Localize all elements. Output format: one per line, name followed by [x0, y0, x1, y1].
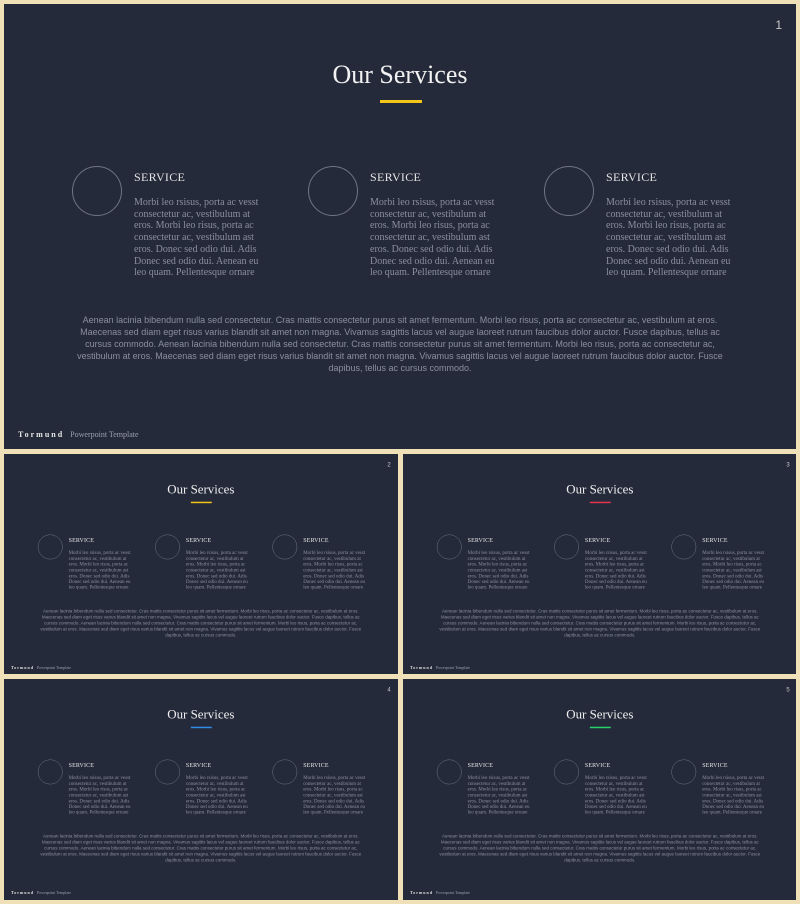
- service-cards: [38, 534, 376, 604]
- service-description: Morbi leo rsisus, porta ac vesst consectetur ac, vestibulum at eros. Morbi leo risus, porta ac consectetur ac, vestibulum ast eros. Donec sed odio dui. Adis Donec sed odio dui. Aenean eu leo quam. Pellentesque ornare: [702, 549, 765, 591]
- body-paragraph: Aenean lacinia bibendum nulla sed consectetur. Cras mattis consectetur purus sit amet fermentum. Morbi leo risus, porta ac consectetur ac, vestibulum at eros. Maecenas sed diam eget risus varius blandit sit amet non magna. Vivamus sagittis lacus vel augue laoreet rutrum faucibus dolor auctor. Fusce dapibus, tellus ac cursus commodo. Aenean lacinia bibendum nulla sed consectetur. Cras mattis consectetur purus sit amet fermentum. Morbi leo risus, porta ac consectetur ac, vestibulum at eros. Maecenas sed diam eget risus varius blandit sit amet non magna. Vivamus sagittis lacus vel augue laoreet rutrum faucibus dolor auctor. Fusce dapibus, tellus ac cursus commodo.: [439, 833, 761, 863]
- service-title: SERVICE: [185, 536, 212, 544]
- service-title: SERVICE: [68, 761, 95, 769]
- service-title: SERVICE: [584, 761, 611, 769]
- circle-icon: [272, 535, 297, 560]
- brand-name: Tormund: [409, 665, 433, 671]
- service-cards: [437, 759, 775, 829]
- service-card: [308, 164, 538, 304]
- slide-number: 4: [387, 685, 391, 693]
- service-description: Morbi leo rsisus, porta ac vesst consectetur ac, vestibulum at eros. Morbi leo risus, porta ac consectetur ac, vestibulum ast eros. Donec sed odio dui. Adis Donec sed odio dui. Aenean eu leo quam. Pellentesque ornare: [370, 197, 495, 279]
- service-title: SERVICE: [134, 170, 186, 184]
- body-paragraph: Aenean lacinia bibendum nulla sed consectetur. Cras mattis consectetur purus sit amet fermentum. Morbi leo risus, porta ac consectetur ac, vestibulum at eros. Maecenas sed diam eget risus varius blandit sit amet non magna. Vivamus sagittis lacus vel augue laoreet rutrum faucibus dolor auctor. Fusce dapibus, tellus ac cursus commodo. Aenean lacinia bibendum nulla sed consectetur. Cras mattis consectetur purus sit amet fermentum. Morbi leo risus, porta ac consectetur ac, vestibulum at eros. Maecenas sed diam eget risus varius blandit sit amet non magna. Vivamus sagittis lacus vel augue laoreet rutrum faucibus dolor auctor. Fusce dapibus, tellus ac cursus commodo.: [40, 608, 362, 638]
- slide-title: Our Services: [167, 481, 235, 497]
- service-description: Morbi leo rsisus, porta ac vesst consectetur ac, vestibulum at eros. Morbi leo risus, porta ac consectetur ac, vestibulum ast eros. Donec sed odio dui. Adis Donec sed odio dui. Aenean eu leo quam. Pellentesque ornare: [134, 197, 259, 279]
- service-card: [544, 164, 774, 304]
- service-card: [72, 164, 302, 304]
- slide-content: [4, 4, 796, 449]
- slide-1: [4, 4, 796, 449]
- service-description: Morbi leo rsisus, porta ac vesst consectetur ac, vestibulum at eros. Morbi leo risus, porta ac consectetur ac, vestibulum ast eros. Donec sed odio dui. Adis Donec sed odio dui. Aenean eu leo quam. Pellentesque ornare: [68, 549, 131, 591]
- service-title: SERVICE: [606, 170, 658, 184]
- service-card: [554, 759, 668, 829]
- circle-icon: [554, 535, 579, 560]
- slide-4: [4, 679, 398, 900]
- service-description: Morbi leo rsisus, porta ac vesst consectetur ac, vestibulum at eros. Morbi leo risus, porta ac consectetur ac, vestibulum ast eros. Donec sed odio dui. Adis Donec sed odio dui. Aenean eu leo quam. Pellentesque ornare: [584, 774, 647, 816]
- service-description: Morbi leo rsisus, porta ac vesst consectetur ac, vestibulum at eros. Morbi leo risus, porta ac consectetur ac, vestibulum ast eros. Donec sed odio dui. Adis Donec sed odio dui. Aenean eu leo quam. Pellentesque ornare: [185, 774, 248, 816]
- title-accent-bar: [380, 100, 422, 103]
- circle-icon: [272, 760, 297, 785]
- title-accent-bar: [191, 727, 212, 728]
- service-card: [272, 534, 386, 604]
- service-cards: [38, 759, 376, 829]
- title-accent-bar: [590, 502, 611, 503]
- service-title: SERVICE: [303, 536, 329, 544]
- slide-content: [4, 454, 398, 674]
- slide-content: [403, 454, 796, 674]
- template-label: Powerpoint Template: [435, 890, 470, 896]
- slide-title: Our Services: [167, 706, 235, 722]
- service-description: Morbi leo rsisus, porta ac vesst consectetur ac, vestibulum at eros. Morbi leo risus, porta ac consectetur ac, vestibulum ast eros. Donec sed odio dui. Adis Donec sed odio dui. Aenean eu leo quam. Pellentesque ornare: [702, 774, 765, 816]
- service-card: [155, 534, 269, 604]
- service-description: Morbi leo rsisus, porta ac vesst consectetur ac, vestibulum at eros. Morbi leo risus, porta ac consectetur ac, vestibulum ast eros. Donec sed odio dui. Adis Donec sed odio dui. Aenean eu leo quam. Pellentesque ornare: [185, 549, 248, 591]
- template-label: Powerpoint Template: [36, 890, 71, 896]
- service-title: SERVICE: [303, 761, 329, 769]
- circle-icon: [544, 166, 594, 216]
- service-card: [671, 534, 785, 604]
- service-card: [38, 534, 152, 604]
- slide-title: Our Services: [566, 481, 634, 497]
- slide-2: [4, 454, 398, 674]
- service-description: Morbi leo rsisus, porta ac vesst consectetur ac, vestibulum at eros. Morbi leo risus, porta ac consectetur ac, vestibulum ast eros. Donec sed odio dui. Adis Donec sed odio dui. Aenean eu leo quam. Pellentesque ornare: [303, 774, 366, 816]
- footer: [410, 666, 470, 670]
- circle-icon: [308, 166, 358, 216]
- slide-number: 2: [387, 460, 391, 468]
- brand-name: Tormund: [10, 890, 34, 896]
- service-cards: [437, 534, 775, 604]
- slide-number: 3: [786, 460, 790, 468]
- service-title: SERVICE: [68, 536, 95, 544]
- circle-icon: [155, 535, 180, 560]
- slide-title: Our Services: [566, 706, 634, 722]
- service-card: [155, 759, 269, 829]
- circle-icon: [554, 760, 579, 785]
- circle-icon: [437, 760, 462, 785]
- brand-name: Tormund: [18, 430, 65, 439]
- service-description: Morbi leo rsisus, porta ac vesst consectetur ac, vestibulum at eros. Morbi leo risus, porta ac consectetur ac, vestibulum ast eros. Donec sed odio dui. Adis Donec sed odio dui. Aenean eu leo quam. Pellentesque ornare: [68, 774, 131, 816]
- footer: [18, 430, 139, 439]
- service-card: [437, 534, 551, 604]
- slide-3: [403, 454, 796, 674]
- service-card: [38, 759, 152, 829]
- service-card: [272, 759, 386, 829]
- circle-icon: [671, 535, 696, 560]
- service-title: SERVICE: [467, 761, 494, 769]
- footer: [11, 891, 71, 895]
- template-label: Powerpoint Template: [70, 430, 139, 439]
- service-title: SERVICE: [370, 170, 422, 184]
- slide-number: 1: [775, 18, 782, 32]
- template-label: Powerpoint Template: [36, 665, 71, 671]
- slide-content: [403, 679, 796, 900]
- service-description: Morbi leo rsisus, porta ac vesst consectetur ac, vestibulum at eros. Morbi leo risus, porta ac consectetur ac, vestibulum ast eros. Donec sed odio dui. Adis Donec sed odio dui. Aenean eu leo quam. Pellentesque ornare: [467, 774, 530, 816]
- brand-name: Tormund: [10, 665, 34, 671]
- title-accent-bar: [191, 502, 212, 503]
- service-description: Morbi leo rsisus, porta ac vesst consectetur ac, vestibulum at eros. Morbi leo risus, porta ac consectetur ac, vestibulum ast eros. Donec sed odio dui. Adis Donec sed odio dui. Aenean eu leo quam. Pellentesque ornare: [303, 549, 366, 591]
- service-cards: [72, 164, 752, 304]
- body-paragraph: Aenean lacinia bibendum nulla sed consectetur. Cras mattis consectetur purus sit amet fermentum. Morbi leo risus, porta ac consectetur ac, vestibulum at eros. Maecenas sed diam eget risus varius blandit sit amet non magna. Vivamus sagittis lacus vel augue laoreet rutrum faucibus dolor auctor. Fusce dapibus, tellus ac cursus commodo. Aenean lacinia bibendum nulla sed consectetur. Cras mattis consectetur purus sit amet fermentum. Morbi leo risus, porta ac consectetur ac, vestibulum at eros. Maecenas sed diam eget risus varius blandit sit amet non magna. Vivamus sagittis lacus vel augue laoreet rutrum faucibus dolor auctor. Fusce dapibus, tellus ac cursus commodo.: [77, 315, 723, 373]
- service-description: Morbi leo rsisus, porta ac vesst consectetur ac, vestibulum at eros. Morbi leo risus, porta ac consectetur ac, vestibulum ast eros. Donec sed odio dui. Adis Donec sed odio dui. Aenean eu leo quam. Pellentesque ornare: [584, 549, 647, 591]
- circle-icon: [72, 166, 122, 216]
- slide-number: 5: [786, 685, 790, 693]
- service-card: [671, 759, 785, 829]
- body-paragraph: Aenean lacinia bibendum nulla sed consectetur. Cras mattis consectetur purus sit amet fermentum. Morbi leo risus, porta ac consectetur ac, vestibulum at eros. Maecenas sed diam eget risus varius blandit sit amet non magna. Vivamus sagittis lacus vel augue laoreet rutrum faucibus dolor auctor. Fusce dapibus, tellus ac cursus commodo. Aenean lacinia bibendum nulla sed consectetur. Cras mattis consectetur purus sit amet fermentum. Morbi leo risus, porta ac consectetur ac, vestibulum at eros. Maecenas sed diam eget risus varius blandit sit amet non magna. Vivamus sagittis lacus vel augue laoreet rutrum faucibus dolor auctor. Fusce dapibus, tellus ac cursus commodo.: [40, 833, 362, 863]
- service-title: SERVICE: [584, 536, 611, 544]
- slide-content: [4, 679, 398, 900]
- body-paragraph: Aenean lacinia bibendum nulla sed consectetur. Cras mattis consectetur purus sit amet fermentum. Morbi leo risus, porta ac consectetur ac, vestibulum at eros. Maecenas sed diam eget risus varius blandit sit amet non magna. Vivamus sagittis lacus vel augue laoreet rutrum faucibus dolor auctor. Fusce dapibus, tellus ac cursus commodo. Aenean lacinia bibendum nulla sed consectetur. Cras mattis consectetur purus sit amet fermentum. Morbi leo risus, porta ac consectetur ac, vestibulum at eros. Maecenas sed diam eget risus varius blandit sit amet non magna. Vivamus sagittis lacus vel augue laoreet rutrum faucibus dolor auctor. Fusce dapibus, tellus ac cursus commodo.: [439, 608, 761, 638]
- circle-icon: [437, 535, 462, 560]
- service-card: [437, 759, 551, 829]
- service-title: SERVICE: [185, 761, 212, 769]
- slide-5: [403, 679, 796, 900]
- template-label: Powerpoint Template: [435, 665, 470, 671]
- circle-icon: [38, 760, 63, 785]
- service-title: SERVICE: [702, 536, 728, 544]
- footer: [410, 891, 470, 895]
- service-title: SERVICE: [467, 536, 494, 544]
- service-description: Morbi leo rsisus, porta ac vesst consectetur ac, vestibulum at eros. Morbi leo risus, porta ac consectetur ac, vestibulum ast eros. Donec sed odio dui. Adis Donec sed odio dui. Aenean eu leo quam. Pellentesque ornare: [467, 549, 530, 591]
- footer: [11, 666, 71, 670]
- circle-icon: [38, 535, 63, 560]
- service-title: SERVICE: [702, 761, 728, 769]
- circle-icon: [155, 760, 180, 785]
- slide-title: Our Services: [332, 60, 468, 89]
- brand-name: Tormund: [409, 890, 433, 896]
- title-accent-bar: [590, 727, 611, 728]
- service-card: [554, 534, 668, 604]
- service-description: Morbi leo rsisus, porta ac vesst consectetur ac, vestibulum at eros. Morbi leo risus, porta ac consectetur ac, vestibulum ast eros. Donec sed odio dui. Adis Donec sed odio dui. Aenean eu leo quam. Pellentesque ornare: [606, 197, 731, 279]
- circle-icon: [671, 760, 696, 785]
